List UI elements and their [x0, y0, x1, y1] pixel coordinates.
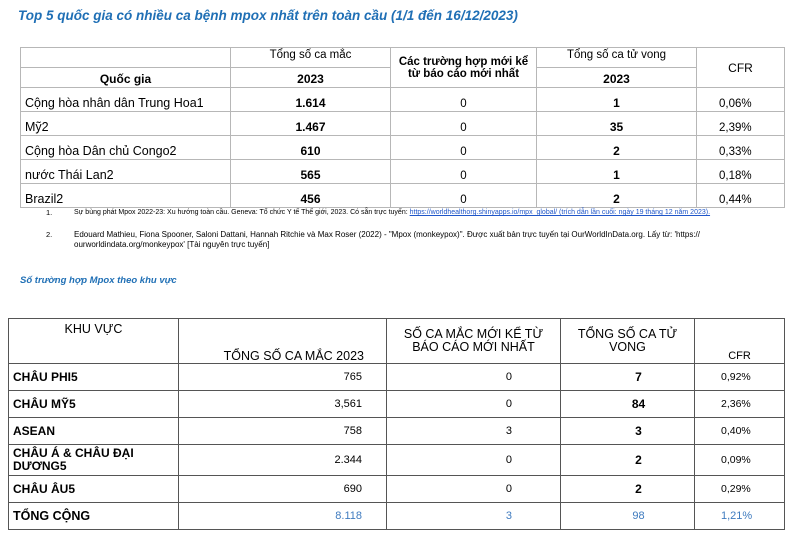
header-total-cases: Tổng số ca mắc — [231, 48, 391, 68]
cfr-value: 0,29% — [695, 476, 785, 503]
total-cases: 610 — [231, 136, 391, 160]
total-cases: 765 — [179, 364, 387, 391]
total-deaths: 35 — [537, 112, 697, 136]
table-row — [21, 184, 785, 208]
total-deaths: 3 — [561, 418, 695, 445]
header-year: 2023 — [537, 68, 697, 88]
header-new-cases: Các trường hợp mới kể từ báo cáo mới nhất — [391, 48, 537, 88]
cfr-value: 0,06% — [697, 88, 785, 112]
cfr-value: 0,09% — [695, 445, 785, 476]
table-row — [21, 88, 785, 112]
region-name: CHÂU ÂU5 — [9, 476, 179, 503]
table-row — [9, 418, 785, 445]
table-header-row — [21, 48, 785, 68]
table-row — [21, 136, 785, 160]
table-row — [21, 112, 785, 136]
page-title: Top 5 quốc gia có nhiều ca bệnh mpox nhất trên toàn cầu (1/1 đến 16/12/2023) — [18, 8, 518, 23]
new-cases: 0 — [391, 88, 537, 112]
cfr-value: 0,33% — [697, 136, 785, 160]
header-cell — [21, 48, 231, 68]
header-new-cases: SỐ CA MẮC MỚI KỂ TỪ BÁO CÁO MỚI NHẤT — [387, 319, 561, 364]
total-cases: 565 — [231, 160, 391, 184]
cfr-value: 2,39% — [697, 112, 785, 136]
header-total-cases: TỔNG SỐ CA MẮC 2023 — [179, 319, 387, 364]
new-cases: 0 — [391, 160, 537, 184]
table-row — [21, 160, 785, 184]
footnote-number: 2. — [46, 230, 53, 239]
new-cases: 0 — [387, 364, 561, 391]
total-cases: 690 — [179, 476, 387, 503]
new-cases: 0 — [387, 391, 561, 418]
country-name: Brazil2 — [21, 184, 231, 208]
new-cases: 0 — [391, 184, 537, 208]
top5-countries-table — [20, 47, 785, 208]
total-deaths: 2 — [561, 445, 695, 476]
footnote-text: Sự bùng phát Mpox 2022-23: Xu hướng toàn cầu. Geneva: Tổ chức Y tế Thế giới, 2023. Có sẵn trực tuyến: — [74, 209, 408, 216]
total-cases: 3,561 — [179, 391, 387, 418]
cfr-value: 0,92% — [695, 364, 785, 391]
total-deaths: 84 — [561, 391, 695, 418]
new-cases: 3 — [387, 418, 561, 445]
region-name: ASEAN — [9, 418, 179, 445]
cfr-value: 2,36% — [695, 391, 785, 418]
header-total-deaths: Tổng số ca tử vong — [537, 48, 697, 68]
new-cases: 0 — [391, 136, 537, 160]
header-total-deaths: TỔNG SỐ CA TỬ VONG — [561, 319, 695, 364]
header-year: 2023 — [231, 68, 391, 88]
country-name: Cộng hòa Dân chủ Congo2 — [21, 136, 231, 160]
country-name: nước Thái Lan2 — [21, 160, 231, 184]
total-cases: 1.467 — [231, 112, 391, 136]
cfr-value: 1,21% — [695, 503, 785, 530]
total-deaths: 7 — [561, 364, 695, 391]
cfr-value: 0,40% — [695, 418, 785, 445]
total-deaths: 1 — [537, 88, 697, 112]
total-deaths: 2 — [537, 184, 697, 208]
total-deaths: 1 — [537, 160, 697, 184]
country-name: Cộng hòa nhân dân Trung Hoa1 — [21, 88, 231, 112]
cfr-value: 0,18% — [697, 160, 785, 184]
header-region: KHU VỰC — [9, 319, 179, 364]
regional-cases-table — [8, 318, 785, 530]
footnote-text: Edouard Mathieu, Fiona Spooner, Saloni Dattani, Hannah Ritchie và Max Roser (2022) - "Mpox (monkeypox)". Được xuất bản trực tuyến tại OurWorldInData.org. Lấy từ: 'https:// ourworldindata.org/monkeypox' [Tài nguyên trực tuyến] — [74, 230, 700, 249]
total-deaths: 98 — [561, 503, 695, 530]
section-subtitle: Số trường hợp Mpox theo khu vực — [20, 275, 177, 286]
region-name: CHÂU MỸ5 — [9, 391, 179, 418]
total-deaths: 2 — [537, 136, 697, 160]
total-cases: 1.614 — [231, 88, 391, 112]
total-deaths: 2 — [561, 476, 695, 503]
cfr-value: 0,44% — [697, 184, 785, 208]
new-cases: 0 — [387, 445, 561, 476]
header-country: Quốc gia — [21, 68, 231, 88]
table-row — [9, 364, 785, 391]
country-name: Mỹ2 — [21, 112, 231, 136]
total-cases: 456 — [231, 184, 391, 208]
new-cases: 0 — [387, 476, 561, 503]
total-label: TỔNG CỘNG — [9, 503, 179, 530]
new-cases: 3 — [387, 503, 561, 530]
total-cases: 2.344 — [179, 445, 387, 476]
table-row — [9, 445, 785, 476]
new-cases: 0 — [391, 112, 537, 136]
total-row — [9, 503, 785, 530]
region-name: CHÂU Á & CHÂU ĐẠI DƯƠNG5 — [9, 445, 179, 476]
table-row — [9, 391, 785, 418]
total-cases: 758 — [179, 418, 387, 445]
table-row — [9, 476, 785, 503]
table-header-row — [9, 319, 785, 364]
region-name: CHÂU PHI5 — [9, 364, 179, 391]
total-cases: 8.118 — [179, 503, 387, 530]
header-cfr: CFR — [695, 319, 785, 364]
footnote-link[interactable]: https://worldhealthorg.shinyapps.io/mpx_global/ (trích dẫn lần cuối: ngày 19 tháng 12 năm 2023). — [409, 209, 711, 216]
footnote-number: 1. — [46, 208, 53, 217]
header-cfr: CFR — [697, 48, 785, 88]
